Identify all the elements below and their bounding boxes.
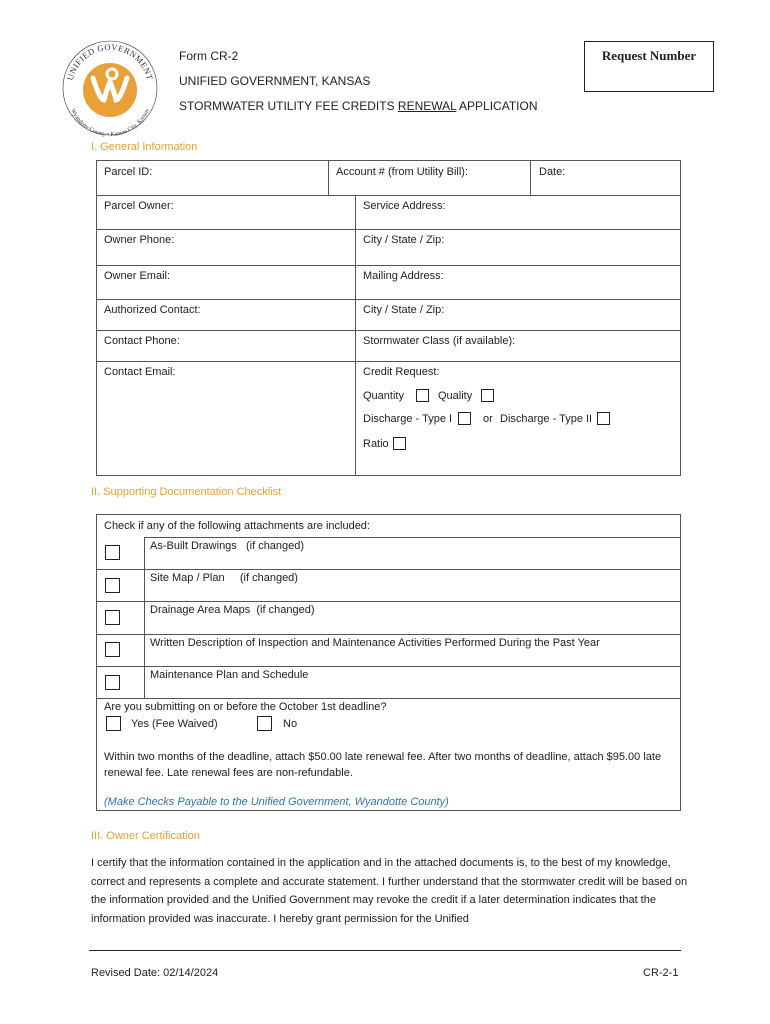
site-map-checkbox[interactable] — [105, 578, 120, 593]
account-number-field[interactable]: Account # (from Utility Bill): — [336, 166, 469, 178]
no-checkbox[interactable] — [257, 716, 272, 731]
stormwater-class-field[interactable]: Stormwater Class (if available): — [363, 335, 516, 347]
drainage-area-label: Drainage Area Maps (if changed) — [150, 604, 315, 616]
parcel-owner-field[interactable]: Parcel Owner: — [104, 200, 174, 212]
mailing-address-field[interactable]: Mailing Address: — [363, 270, 444, 282]
parcel-id-field[interactable]: Parcel ID: — [104, 166, 153, 178]
yes-fee-waived-checkbox[interactable] — [106, 716, 121, 731]
renewal-underlined: RENEWAL — [397, 99, 457, 113]
footer-divider — [89, 950, 681, 951]
form-title: STORMWATER UTILITY FEE CREDITS RENEWAL APPLICATION — [179, 99, 538, 113]
quantity-checkbox[interactable] — [416, 389, 429, 402]
site-map-label: Site Map / Plan (if changed) — [150, 572, 298, 584]
contact-email-field[interactable]: Contact Email: — [104, 366, 176, 378]
quantity-label: Quantity — [363, 390, 404, 402]
section-general-info-heading: I. General Information — [91, 141, 198, 153]
checks-payable-note: (Make Checks Payable to the Unified Government, Wyandotte County) — [104, 796, 449, 808]
maintenance-plan-checkbox[interactable] — [105, 675, 120, 690]
late-fee-text: Within two months of the deadline, attach $50.00 late renewal fee. After two months of deadline, attach $95.00 late renewal fee. Late renewal fees are non-refundable. — [104, 751, 662, 779]
org-name: UNIFIED GOVERNMENT, KANSAS — [179, 74, 371, 88]
quality-checkbox[interactable] — [481, 389, 494, 402]
request-number-box[interactable] — [584, 41, 714, 92]
owner-email-field[interactable]: Owner Email: — [104, 270, 171, 282]
logo-ring-text-bottom: Wyandotte County • Kansas City, Kansas — [69, 108, 151, 138]
form-id: Form CR-2 — [179, 49, 239, 63]
contact-phone-field[interactable]: Contact Phone: — [104, 335, 180, 347]
page-id: CR-2-1 — [643, 967, 679, 979]
written-description-label: Written Description of Inspection and Maintenance Activities Performed During the Past Year — [150, 637, 600, 649]
discharge-type1-checkbox[interactable] — [458, 412, 471, 425]
logo-ring-text-top: UNIFIED GOVERNMENT — [64, 41, 156, 82]
quality-label: Quality — [438, 390, 473, 402]
checklist-intro: Check if any of the following attachments are included: — [104, 520, 370, 532]
city-state-zip-field-2[interactable]: City / State / Zip: — [363, 304, 445, 316]
discharge-type2-checkbox[interactable] — [597, 412, 610, 425]
date-field[interactable]: Date: — [539, 166, 566, 178]
discharge-type1-label: Discharge - Type I — [363, 413, 453, 425]
written-description-checkbox[interactable] — [105, 642, 120, 657]
no-label: No — [283, 718, 298, 730]
certification-text: I certify that the information contained in the application and in the attached documents is, to the best of my knowledge, correct and represents a complete and accurate statement. I further understand that the stormwater credit will be based on the information provided and the Unified Government may revoke the credit if a later determination indicates that the information provided was inaccurate. I hereby grant permission for the Unified — [91, 857, 688, 925]
owner-phone-field[interactable]: Owner Phone: — [104, 234, 175, 246]
section-owner-cert-heading: III. Owner Certification — [91, 830, 200, 842]
as-built-label: As-Built Drawings (if changed) — [150, 540, 305, 552]
as-built-checkbox[interactable] — [105, 545, 120, 560]
or-label: or — [483, 413, 493, 425]
discharge-type2-label: Discharge - Type II — [500, 413, 593, 425]
authorized-contact-field[interactable]: Authorized Contact: — [104, 304, 201, 316]
ratio-checkbox[interactable] — [393, 437, 406, 450]
credit-request-label: Credit Request: — [363, 366, 440, 378]
revised-date: Revised Date: 02/14/2024 — [91, 967, 219, 979]
ratio-label: Ratio — [363, 438, 389, 450]
section-documentation-heading: II. Supporting Documentation Checklist — [91, 486, 282, 498]
service-address-field[interactable]: Service Address: — [363, 200, 446, 212]
maintenance-plan-label: Maintenance Plan and Schedule — [150, 669, 309, 681]
unified-government-logo — [60, 38, 160, 138]
deadline-question: Are you submitting on or before the October 1st deadline? — [104, 701, 387, 713]
request-number-label: Request Number — [601, 48, 697, 63]
drainage-area-checkbox[interactable] — [105, 610, 120, 625]
city-state-zip-field-1[interactable]: City / State / Zip: — [363, 234, 445, 246]
yes-fee-waived-label: Yes (Fee Waived) — [131, 718, 218, 730]
